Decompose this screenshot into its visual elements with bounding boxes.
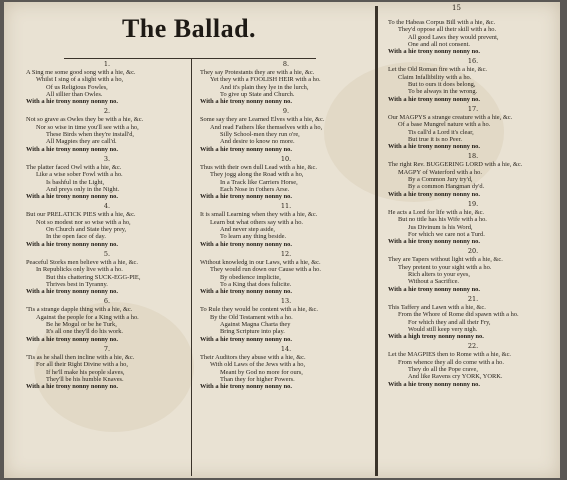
verse-line: They'd oppose all their skill with a ho. [398, 26, 497, 34]
verse-line: Let the MAGPIES then to Rome with a hie, &c. [388, 351, 512, 359]
verse-line: Like a wise sober Fowl with a ho. [36, 171, 123, 179]
stanza [388, 152, 558, 197]
verse-line: Against Magna Charta they [220, 321, 291, 329]
verse-line: One and all not consent. [408, 40, 470, 48]
stanza-number: 10. [280, 154, 292, 163]
refrain-line: With a high trony nonny nonny no. [388, 333, 484, 341]
refrain-line: With a hie trony nonny nonny no. [26, 145, 118, 153]
verse-line: They pretent to your sight with a ho. [398, 263, 492, 271]
verse-line: 'Tis as he shall then incline with a hie, &c. [26, 353, 135, 361]
verse-line: Than they for higher Powers. [220, 375, 295, 383]
refrain-line: With a hie trony nonny nonny no. [200, 98, 292, 106]
verse-line: Thrives best in Tyranny. [46, 280, 108, 288]
verse-line: To a King that does fulicite. [220, 280, 292, 288]
verse-line: Meant by God no more for ours, [220, 368, 303, 376]
verse-line: It's all one they'll do his work. [46, 328, 124, 336]
column-divider [191, 58, 192, 476]
verse-line: By a Common Jury try'd, [408, 176, 473, 184]
verse-line: For all their Right Divine with a ho, [36, 361, 128, 369]
stanza [26, 155, 188, 200]
verse-line: Claim Infallibility with a ho. [398, 73, 472, 81]
refrain-line: With a hie trony nonny nonny no. [26, 240, 118, 248]
verse-line: Nor so wise in time you'll see with a ho, [36, 123, 139, 131]
verse-line: Would still keep very nigh. [408, 325, 478, 333]
verse-line: Is bashful in the Light, [46, 178, 105, 186]
verse-line: Thus with their own dull Lead with a hie, &c. [200, 163, 317, 171]
verse-line: And it's plain they lye in the lurch, [220, 83, 309, 91]
verse-line: It is small Learning when they with a hie, &c. [200, 211, 318, 219]
verse-line: They say Protestants they are with a hie, &c. [200, 69, 315, 76]
verse-line: They would run down our Cause with a ho. [210, 266, 321, 274]
refrain-line: With a hie trony nonny nonny no. [200, 288, 292, 296]
verse-line: This Taffery and Lawn with a hie, &c. [388, 303, 486, 311]
verse-line: All good Laws they would prevent, [408, 33, 499, 41]
verse-line: To give up State and Church. [220, 90, 295, 98]
stanza [388, 10, 558, 55]
verse-line: Some say they are Learned Elves with a hie, &c. [200, 116, 325, 124]
column-divider [377, 6, 378, 476]
stanza-number: 20. [467, 247, 479, 256]
stanza-number: 19. [467, 199, 479, 208]
verse-line: For which they and all their Fry, [408, 318, 491, 326]
verse-line: They are Tapers without light with a hie, &c. [388, 256, 503, 264]
stanza-number: 21. [467, 294, 479, 303]
stanza [388, 342, 558, 387]
verse-line: Not so modest nor so wise with a ho, [36, 218, 131, 226]
refrain-line: With a hie trony nonny nonny no. [26, 98, 118, 106]
refrain-line: With a hie trony nonny nonny no. [26, 193, 118, 201]
verse-line: Learn but what others say with a ho. [210, 218, 303, 226]
refrain-line: With a hie trony nonny nonny no. [388, 190, 480, 198]
verse-line: MAGPY of Waterford with a ho. [398, 168, 482, 176]
stanza [388, 247, 558, 292]
verse-line: Be he Mogul or be he Turk, [46, 321, 117, 329]
stanza-number: 12. [280, 249, 292, 258]
verse-line: A Sing me some good song with a hie, &c. [26, 69, 136, 76]
refrain-line: With a hie trony nonny nonny no. [388, 380, 480, 388]
verse-line: Without a Sacrifice. [408, 278, 460, 286]
stanza [200, 155, 372, 200]
verse-line: To Rule they would be content with a hie, &c. [200, 306, 318, 314]
refrain-line: With a hie trony nonny nonny no. [26, 383, 118, 391]
verse-line: On Church and State they prey, [46, 226, 127, 234]
verse-line: Of us Religious Fowles, [46, 83, 108, 91]
verse-line: These Birds when they're install'd, [46, 131, 135, 139]
stanza-number: 11. [280, 202, 292, 211]
stanza [26, 297, 188, 342]
verse-line: From the Whore of Rome did spawn with a ho. [398, 311, 519, 319]
stanza-number: 8. [282, 60, 290, 68]
verse-line: By a common Hangman dy'd. [408, 183, 485, 191]
verse-line: Whilst I sing of a slight with a ho, [36, 76, 124, 84]
refrain-line: With a hie trony nonny nonny no. [26, 335, 118, 343]
page-number: 15 [452, 4, 461, 12]
stanza [200, 345, 372, 390]
stanza [200, 297, 372, 342]
verse-line: 'Tis a strange dapple thing with a hie, &c. [26, 306, 133, 314]
refrain-line: With a hie trony nonny nonny no. [388, 143, 480, 151]
stanza-number: 6. [103, 297, 111, 306]
stanza-number: 4. [103, 202, 111, 211]
refrain-line: With a hie trony nonny nonny no. [388, 285, 480, 293]
verse-line: All Magpies they are call'd. [46, 138, 117, 146]
verse-line: To be always in the wrong. [408, 88, 478, 96]
verse-line: Tis call'd a Lord it's clear, [408, 128, 474, 136]
stanza-number: 7. [103, 344, 111, 353]
stanza [200, 107, 372, 152]
refrain-line: With a hie trony nonny nonny no. [388, 95, 480, 103]
verse-line: Our MAGPYS a strange creature with a hie, &c. [388, 113, 513, 121]
refrain-line: With a hie trony nonny nonny no. [200, 240, 292, 248]
stanza [388, 105, 558, 150]
stanza [200, 60, 372, 105]
verse-line: Against the people for a King with a ho. [36, 313, 139, 321]
verse-line: He acts a Lord for life with a hie, &c. [388, 208, 484, 216]
verse-line: Let the Old Roman fire with a hie, &c. [388, 66, 488, 74]
stanza [26, 107, 188, 152]
title-rule [64, 58, 316, 59]
refrain-line: With a hie trony nonny nonny no. [200, 193, 292, 201]
verse-line: Their Auditors they abuse with a hie, &c. [200, 353, 306, 361]
verse-line: Bring Scripture into play. [220, 328, 285, 336]
stanza-number: 13. [280, 297, 292, 306]
verse-line: By obedience implicite, [220, 273, 281, 281]
stanza-number: 22. [467, 342, 479, 351]
verse-line: But to ours it does belong, [408, 81, 476, 89]
refrain-line: With a hie trony nonny nonny no. [200, 145, 292, 153]
verse-line: Each Nose in t'others Arse. [220, 185, 290, 193]
stanza [388, 200, 558, 245]
stanza-number: 1. [103, 60, 111, 68]
verse-line: Yet they with a FOOLISH HEIR with a ho. [210, 76, 321, 84]
stanza [388, 57, 558, 102]
verse-line: Rich alters to your eyes, [408, 271, 470, 279]
column-right [388, 10, 558, 390]
stanza-number: 5. [103, 249, 111, 258]
verse-line: They do all the Pope crave, [408, 365, 478, 373]
verse-line: Silly School-men they run o're, [220, 131, 300, 139]
verse-line: The right Rev. BUGGERING LORD with a hie, &c. [388, 161, 523, 169]
verse-line: And never step aside, [220, 226, 276, 234]
verse-line: And desire to know no more. [220, 138, 295, 146]
verse-line: Not so grave as Owles they be with a hie, &c. [26, 116, 144, 124]
stanza-number: 16. [467, 57, 479, 66]
verse-line: Jus Divinum is his Word, [408, 223, 473, 231]
stanza-number: 17. [467, 104, 479, 113]
stanza-number: 14. [280, 344, 292, 353]
verse-line: Of a base Mungrel nature with a ho. [398, 121, 491, 129]
verse-line: But our PRELATICK PIES with a hie, &c. [26, 211, 136, 219]
stanza [26, 345, 188, 390]
verse-line: They jogg along the Road with a ho, [210, 171, 304, 179]
refrain-line: With a hie trony nonny nonny no. [26, 288, 118, 296]
verse-line: But no title has his Wife with a ho. [398, 216, 487, 224]
verse-line: If he'll make his people slaves, [46, 368, 125, 376]
column-middle [200, 60, 372, 392]
verse-line: To learn any thing beside. [220, 233, 287, 241]
verse-line: For which we care not a Turd. [408, 230, 485, 238]
stanza-number: 2. [103, 107, 111, 116]
verse-line: In Republicks only live with a ho. [36, 266, 123, 274]
stanza-number: 3. [103, 154, 111, 163]
stanza [388, 295, 558, 340]
verse-line: And preys only in the Night. [46, 185, 120, 193]
stanza [200, 202, 372, 247]
stanza-number [388, 10, 558, 19]
verse-line: But this chattering SUCK-EGG-PIE, [46, 273, 141, 281]
verse-line: By the Old Testament with a ho. [210, 313, 293, 321]
verse-line: Without knowledg in our Laws, with a hie, &c. [200, 258, 321, 266]
column-left [26, 60, 188, 392]
stanza-number: 18. [467, 152, 479, 161]
refrain-line: With a hie trony nonny nonny no. [200, 335, 292, 343]
refrain-line: With a hie trony nonny nonny no. [200, 383, 292, 391]
stanza [26, 60, 188, 105]
stanza [26, 202, 188, 247]
ballad-page [4, 2, 560, 478]
verse-line: From whence they all do come with a ho. [398, 358, 504, 366]
verse-line: Peaceful Storks men believe with a hie, &c. [26, 258, 138, 266]
page-title: The Ballad. [121, 14, 257, 43]
refrain-line: With a hie trony nonny nonny no. [388, 238, 480, 246]
verse-line: In a Track like Carriers Horse, [220, 178, 298, 186]
verse-line: The platter faced Owl with a hie, &c. [26, 163, 122, 171]
stanza [26, 250, 188, 295]
stanza-number: 9. [282, 107, 290, 116]
refrain-line: With a hie trony nonny nonny no. [388, 48, 480, 56]
verse-line: And read Fathers like themselves with a ho, [210, 123, 323, 131]
verse-line: They'll be his humble Knaves. [46, 375, 124, 383]
verse-line: In the open face of day. [46, 233, 106, 241]
verse-line: But true it is no Peer. [408, 135, 462, 143]
stanza [200, 250, 372, 295]
verse-line: And like Ravens cry YORK, YORK. [408, 373, 503, 381]
verse-line: All sillier than Owles. [46, 90, 103, 98]
verse-line: With old Laws of the Jews with a ho, [210, 361, 306, 369]
verse-line: To the Habeas Corpus Bill with a hie, &c. [388, 19, 496, 26]
